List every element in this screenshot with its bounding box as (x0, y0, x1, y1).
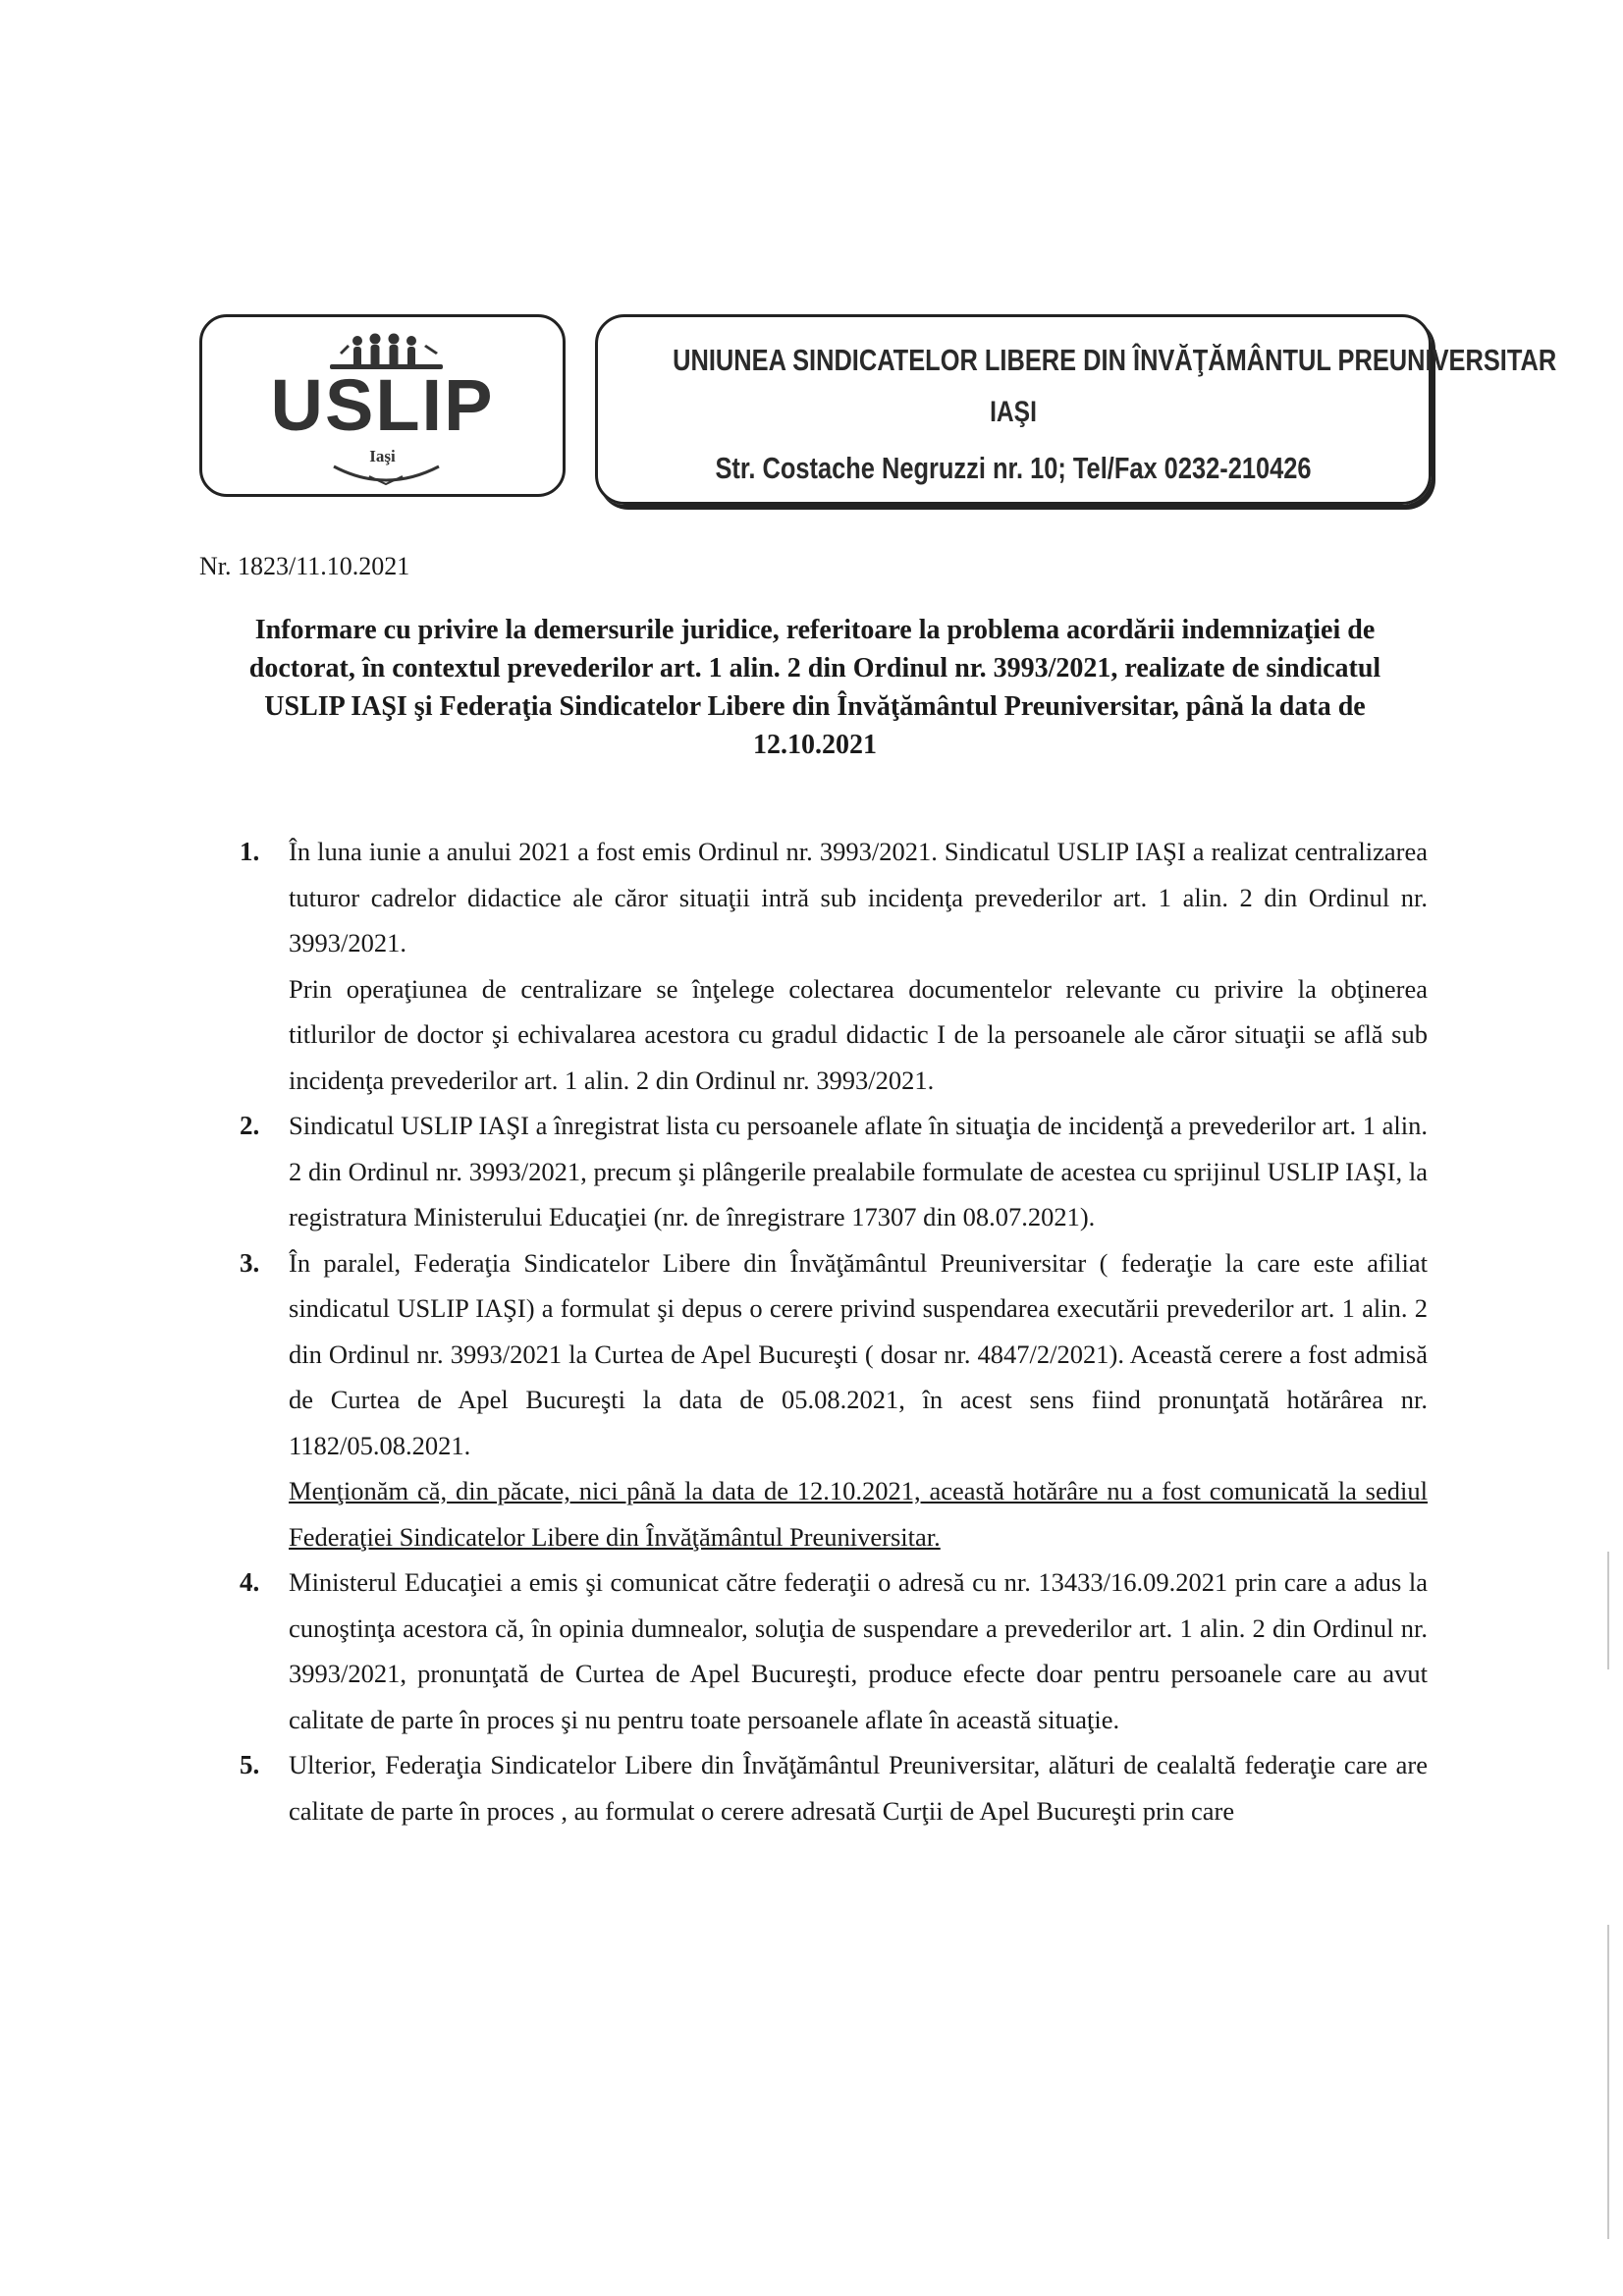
item-number: 2. (240, 1111, 260, 1140)
list-item (240, 829, 1428, 1103)
list-item (240, 1240, 1428, 1560)
logo-text: USLIP (270, 364, 495, 446)
swoosh-icon (330, 461, 443, 486)
item-number: 5. (240, 1750, 260, 1779)
scan-edge-line (1607, 1552, 1609, 1669)
scan-edge-line (1607, 1925, 1609, 2239)
item-paragraph: Prin operaţiunea de centralizare se înţelege colectarea documentelor relevante cu privire la obţinerea titlurilor de doctor şi echivalarea acestora cu gradul didactic I de la persoanele ale căror situaţii se află sub incidenţa prevederilor art. 1 alin. 2 din Ordinul nr. 3993/2021. (289, 973, 1428, 1095)
uslip-logo (199, 314, 566, 497)
item-paragraph: Sindicatul USLIP IAŞI a înregistrat lista cu persoanele aflate în situaţia de incidenţă a prevederilor art. 1 alin. 2 din Ordinul nr. 3993/2021, precum şi plângerile prealabile formulate de acestea cu sprijinul USLIP IAŞI, la registratura Ministerului Educaţiei (nr. de înregistrare 17307 din 08.07.2021). (289, 1111, 1428, 1231)
item-number: 1. (240, 837, 260, 866)
union-city: IAŞI (990, 396, 1037, 428)
logo-city: Iaşi (369, 447, 396, 465)
item-note-underlined: Menţionăm că, din păcate, nici până la data de 12.10.2021, această hotărâre nu a fost comunicată la sediul Federaţiei Sindicatelor Libere din Învăţământul Preuniversitar. (289, 1476, 1428, 1552)
list-item (240, 1559, 1428, 1742)
item-number: 3. (240, 1247, 260, 1278)
item-paragraph: Ministerul Educaţiei a emis şi comunicat către federaţii o adresă cu nr. 13433/16.09.2021 prin care a adus la cunoştinţa acestora că, în opinia dumnealor, soluţia de suspendare a prevederilor art. 1 alin. 2 din Ordinul nr. 3993/2021, pronunţată de Curtea de Apel Bucureşti, produce efecte doar pentru persoanele care au avut calitate de parte în proces şi nu pentru toate persoanele aflate în această situaţie. (289, 1567, 1428, 1734)
union-name: UNIUNEA SINDICATELOR LIBERE DIN ÎNVĂŢĂMÂNTUL PREUNIVERSITAR (673, 343, 1557, 377)
item-number: 4. (240, 1567, 260, 1597)
list-item (240, 1742, 1428, 1833)
item-paragraph: În luna iunie a anului 2021 a fost emis Ordinul nr. 3993/2021. Sindicatul USLIP IAŞI a realizat centralizarea tuturor cadrelor didactice ale căror situaţii intră sub incidenţa prevederilor art. 1 alin. 2 din Ordinul nr. 3993/2021. (289, 837, 1428, 957)
letterhead (595, 314, 1557, 505)
list-item (240, 1103, 1428, 1240)
document-number: Nr. 1823/11.10.2021 (199, 552, 410, 580)
union-address: Str. Costache Negruzzi nr. 10; Tel/Fax 0232-210426 (715, 451, 1312, 485)
items-list (240, 829, 1428, 1833)
document-title: Informare cu privire la demersurile juridice, referitoare la problema acordării indemnizaţiei de doctorat, în contextul prevederilor art. 1 alin. 2 din Ordinul nr. 3993/2021, realizate de sindicatul USLIP IAŞI şi Federaţia Sindicatelor Libere din Învăţământul Preuniversitar, până la data de 12.10.2021 (248, 615, 1381, 760)
item-paragraph: În paralel, Federaţia Sindicatelor Libere din Învăţământul Preuniversitar ( federaţie la care este afiliat sindicatul USLIP IAŞI) a formulat şi depus o cerere privind suspendarea executării prevederilor art. 1 alin. 2 din Ordinul nr. 3993/2021 la Curtea de Apel Bucureşti ( dosar nr. 4847/2/2021). Această cerere a fost admisă de Curtea de Apel Bucureşti la data de 05.08.2021, în acest sens fiind pronunţată hotărârea nr. 1182/05.08.2021. (289, 1247, 1428, 1460)
item-paragraph: Ulterior, Federaţia Sindicatelor Libere din Învăţământul Preuniversitar, alături de cealaltă federaţie care are calitate de parte în proces , au formulat o cerere adresată Curţii de Apel Bucureşti prin care (289, 1750, 1428, 1826)
